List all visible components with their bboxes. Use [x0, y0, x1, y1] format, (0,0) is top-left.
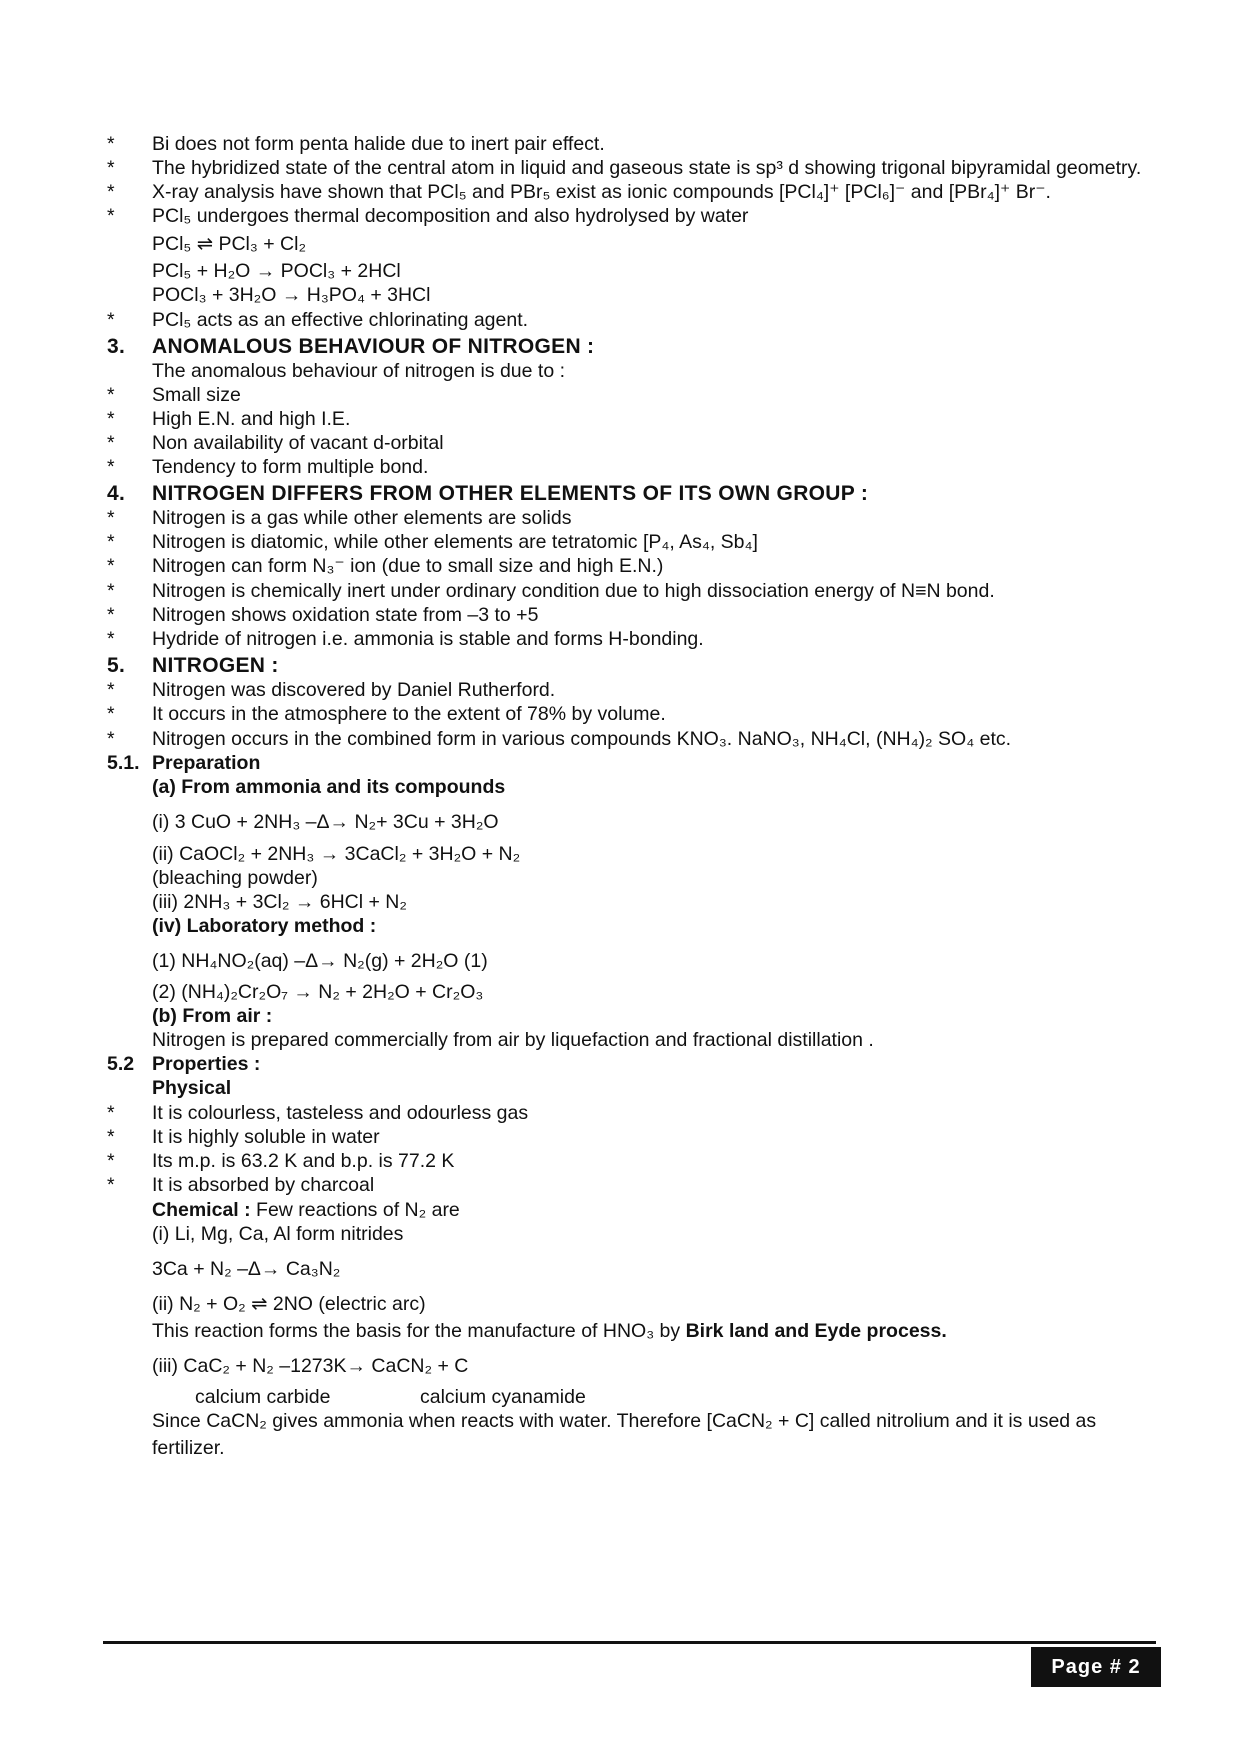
bullet-line: * It is absorbed by charcoal [107, 1174, 375, 1196]
subsection-heading: Physical [152, 1077, 232, 1099]
equation: 3Ca + N₂ –Δ→ Ca₃N₂ [152, 1258, 341, 1280]
paragraph: Chemical : Few reactions of N₂ are [152, 1199, 460, 1221]
equation: (2) (NH₄)₂Cr₂O₇ → N₂ + 2H₂O + Cr₂O₃ [152, 981, 484, 1003]
equation: (iii) CaC₂ + N₂ –1273K→ CaCN₂ + C [152, 1355, 469, 1377]
bullet-line: * Nitrogen is diatomic, while other elements are tetratomic [P₄, As₄, Sb₄] [107, 531, 758, 553]
equation: (i) 3 CuO + 2NH₃ –Δ→ N₂+ 3Cu + 3H₂O [152, 811, 499, 833]
paragraph: (i) Li, Mg, Ca, Al form nitrides [152, 1223, 404, 1245]
bullet-line: * X-ray analysis have shown that PCl₅ and PBr₅ exist as ionic compounds [PCl₄]⁺ [PCl₆]⁻ and [PBr₄]⁺ Br⁻. [107, 181, 1051, 203]
bullet-line: * Its m.p. is 63.2 K and b.p. is 77.2 K [107, 1150, 455, 1172]
bullet-line: * Tendency to form multiple bond. [107, 456, 429, 478]
bullet-line: * PCl₅ acts as an effective chlorinating agent. [107, 309, 529, 331]
bullet-line: * Non availability of vacant d-orbital [107, 432, 444, 454]
bullet-line: * It is colourless, tasteless and odourless gas [107, 1102, 529, 1124]
bullet-line: * Hydride of nitrogen i.e. ammonia is stable and forms H-bonding. [107, 628, 704, 650]
bullet-line: * Nitrogen can form N₃⁻ ion (due to small size and high E.N.) [107, 555, 664, 577]
equation: (ii) N₂ + O₂ ⇌ 2NO (electric arc) [152, 1293, 426, 1315]
page-number-badge: Page # 2 [1031, 1647, 1161, 1687]
bullet-line: * Nitrogen occurs in the combined form in various compounds KNO₃. NaNO₃, NH₄Cl, (NH₄)₂ SO₄ etc. [107, 728, 1012, 750]
bullet-line: * Nitrogen was discovered by Daniel Rutherford. [107, 679, 556, 701]
paragraph: This reaction forms the basis for the manufacture of HNO₃ by Birk land and Eyde process. [152, 1320, 947, 1342]
equation-caption: calcium carbide calcium cyanamide [195, 1386, 586, 1408]
equation: POCl₃ + 3H₂O → H₃PO₄ + 3HCl [152, 284, 431, 306]
subsection-heading: 5.1. Preparation [107, 752, 261, 774]
paragraph: Since CaCN₂ gives ammonia when reacts with water. Therefore [CaCN₂ + C] called nitrolium and it is used as fertilizer. [152, 1410, 1097, 1459]
equation: (1) NH₄NO₂(aq) –Δ→ N₂(g) + 2H₂O (1) [152, 950, 488, 972]
paragraph: The anomalous behaviour of nitrogen is due to : [152, 360, 566, 382]
bullet-line: * Nitrogen shows oxidation state from –3 to +5 [107, 604, 539, 626]
equation: PCl₅ + H₂O → POCl₃ + 2HCl [152, 260, 401, 282]
subsection-heading: (b) From air : [152, 1005, 273, 1027]
equation: (iii) 2NH₃ + 3Cl₂ → 6HCl + N₂ [152, 891, 407, 913]
footer-rule [103, 1641, 1156, 1644]
equation: (ii) CaOCl₂ + 2NH₃ → 3CaCl₂ + 3H₂O + N₂ [152, 843, 521, 865]
subsection-heading: (a) From ammonia and its compounds [152, 776, 506, 798]
paragraph: (bleaching powder) [152, 867, 318, 889]
section-heading: 5. NITROGEN : [107, 654, 279, 677]
section-heading: 4. NITROGEN DIFFERS FROM OTHER ELEMENTS OF ITS OWN GROUP : [107, 482, 869, 505]
bullet-line: * The hybridized state of the central atom in liquid and gaseous state is sp³ d showing trigonal bipyramidal geometry. [107, 157, 1142, 179]
bullet-line: * Bi does not form penta halide due to inert pair effect. [107, 133, 605, 155]
bullet-line: * It occurs in the atmosphere to the extent of 78% by volume. [107, 703, 666, 725]
section-heading: 3. ANOMALOUS BEHAVIOUR OF NITROGEN : [107, 335, 595, 358]
subsection-heading: (iv) Laboratory method : [152, 915, 377, 937]
subsection-heading: 5.2 Properties : [107, 1053, 261, 1075]
bullet-line: * PCl₅ undergoes thermal decomposition and also hydrolysed by water [107, 205, 749, 227]
equation: PCl₅ ⇌ PCl₃ + Cl₂ [152, 233, 307, 255]
bullet-line: * High E.N. and high I.E. [107, 408, 351, 430]
bullet-line: * Small size [107, 384, 241, 406]
paragraph: Nitrogen is prepared commercially from air by liquefaction and fractional distillation . [152, 1029, 874, 1051]
bullet-line: * Nitrogen is a gas while other elements are solids [107, 507, 572, 529]
bullet-line: * Nitrogen is chemically inert under ordinary condition due to high dissociation energy of N≡N bond. [107, 580, 995, 602]
bullet-line: * It is highly soluble in water [107, 1126, 380, 1148]
